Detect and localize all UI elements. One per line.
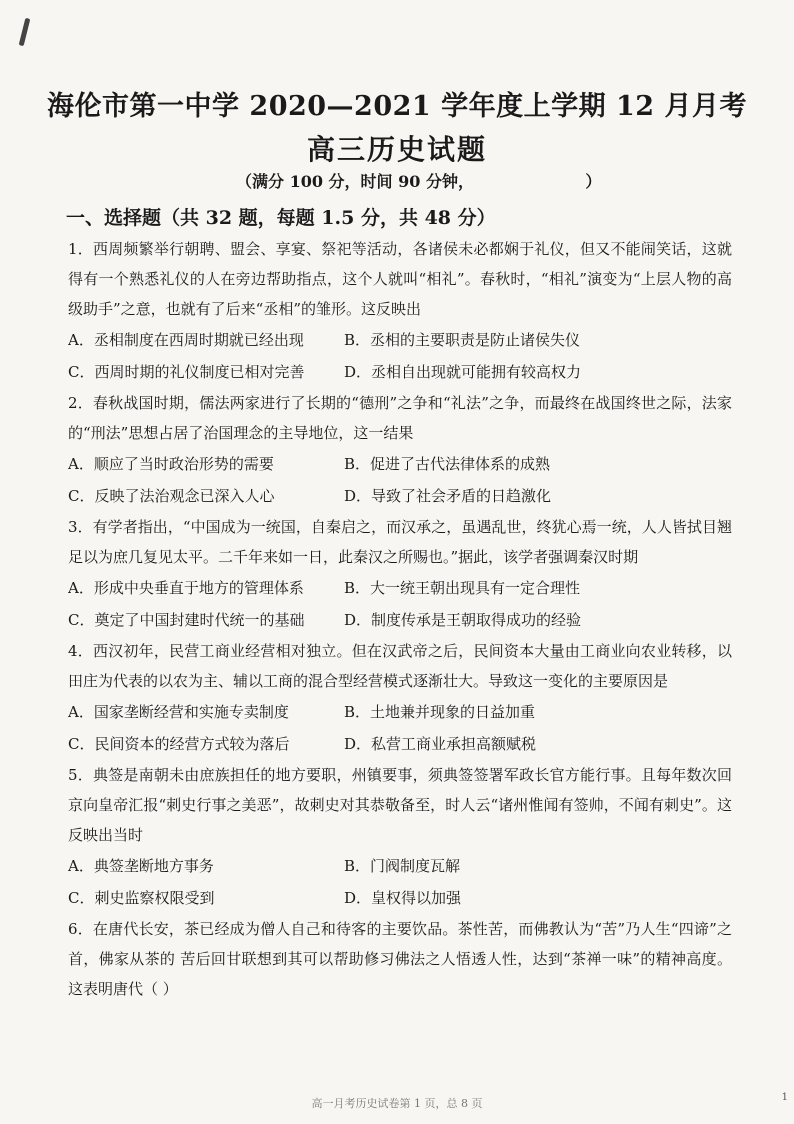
- option-b: B．大一统王朝出现具有一定合理性: [344, 579, 581, 597]
- page-mark: 1: [781, 1092, 788, 1103]
- question-3: [68, 512, 732, 636]
- question-5: [68, 760, 732, 914]
- question-stem: 2．春秋战国时期，儒法两家进行了长期的“德刑”之争和“礼法”之争，而最终在战国终世之际，法家的“刑法”思想占居了治国理念的主导地位，这一结果: [68, 394, 732, 442]
- options: [68, 696, 732, 760]
- option-a: A．国家垄断经营和实施专卖制度: [68, 703, 289, 721]
- option-b: B．促进了古代法律体系的成熟: [344, 455, 551, 473]
- exam-subtitle: 高三历史试题: [306, 133, 487, 166]
- option-a: A．顺应了当时政治形势的需要: [68, 455, 274, 473]
- options: [68, 850, 732, 914]
- option-a: A．形成中央垂直于地方的管理体系: [68, 579, 304, 597]
- option-d: D．皇权得以加强: [344, 889, 462, 907]
- option-b: B．丞相的主要职责是防止诸侯失仪: [344, 331, 581, 349]
- question-stem: 4．西汉初年，民营工商业经营相对独立。但在汉武帝之后，民间资本大量由工商业向农业转移，以田庄为代表的以农为主、辅以工商的混合型经营模式逐渐壮大。导致这一变化的主要原因是: [68, 642, 732, 690]
- options: [68, 448, 732, 512]
- question-4: [68, 636, 732, 760]
- question-stem: 1．西周频繁举行朝聘、盟会、享宴、祭祀等活动，各诸侯未必都娴于礼仪，但又不能闹笑话，这就得有一个熟悉礼仪的人在旁边帮助指点，这个人就叫“相礼”。春秋时，“相礼”演变为“上层人物的高级助手”之意，也就有了后来“丞相”的雏形。这反映出: [68, 240, 732, 318]
- question-2: [68, 388, 732, 512]
- page-footer: 高一月考历史试卷第 1 页，总 8 页: [311, 1097, 483, 1110]
- option-d: D．私营工商业承担高额赋税: [344, 735, 537, 753]
- option-d: D．制度传承是王朝取得成功的经验: [344, 611, 582, 629]
- option-d: D．丞相自出现就可能拥有较高权力: [344, 363, 582, 381]
- option-c: C．反映了法治观念已深入人心: [68, 487, 275, 505]
- option-c: C．刺史监察权限受到: [68, 889, 215, 907]
- question-stem: 6．在唐代长安，茶已经成为僧人自己和待客的主要饮品。茶性苦，而佛教认为“苦”乃人生“四谛”之首，佛家从茶的 苦后回甘联想到其可以帮助修习佛法之人悟透人性，达到“茶禅一味”的精神高度。这表明唐代（ ）: [68, 920, 732, 998]
- question-1: [68, 234, 732, 388]
- option-a: A．丞相制度在西周时期就已经出现: [68, 331, 304, 349]
- pen-stroke-mark: [19, 18, 31, 46]
- option-b: B．门阀制度瓦解: [344, 857, 461, 875]
- section-heading: 一、选择题（共 32 题，每题 1.5 分，共 48 分）: [66, 207, 496, 229]
- options: [68, 324, 732, 388]
- options: [68, 572, 732, 636]
- question-stem: 3．有学者指出，“中国成为一统国，自秦启之，而汉承之，虽遇乱世，终犹心焉一统，人人皆拭目翘足以为庶几复见太平。二千年来如一日，此秦汉之所赐也。”据此，该学者强调秦汉时期: [68, 518, 732, 566]
- option-c: C．民间资本的经营方式较为落后: [68, 735, 290, 753]
- question-list: [68, 234, 732, 1004]
- option-c: C．西周时期的礼仪制度已相对完善: [68, 363, 305, 381]
- option-d: D．导致了社会矛盾的日趋激化: [344, 487, 552, 505]
- exam-info: （满分 100 分，时间 90 分钟， ）: [236, 172, 602, 191]
- question-6: [68, 914, 732, 1004]
- option-a: A．典签垄断地方事务: [68, 857, 214, 875]
- exam-title: 海伦市第一中学 2020—2021 学年度上学期 12 月月考: [47, 91, 747, 122]
- option-b: B．土地兼并现象的日益加重: [344, 703, 536, 721]
- question-stem: 5．典签是南朝未由庶族担任的地方要职，州镇要事，须典签签署军政长官方能行事。且每年数次回京向皇帝汇报“刺史行事之美恶”，故刺史对其恭敬备至，时人云“诸州惟闻有签帅，不闻有刺史”。这反映出当时: [68, 766, 732, 844]
- option-c: C．奠定了中国封建时代统一的基础: [68, 611, 305, 629]
